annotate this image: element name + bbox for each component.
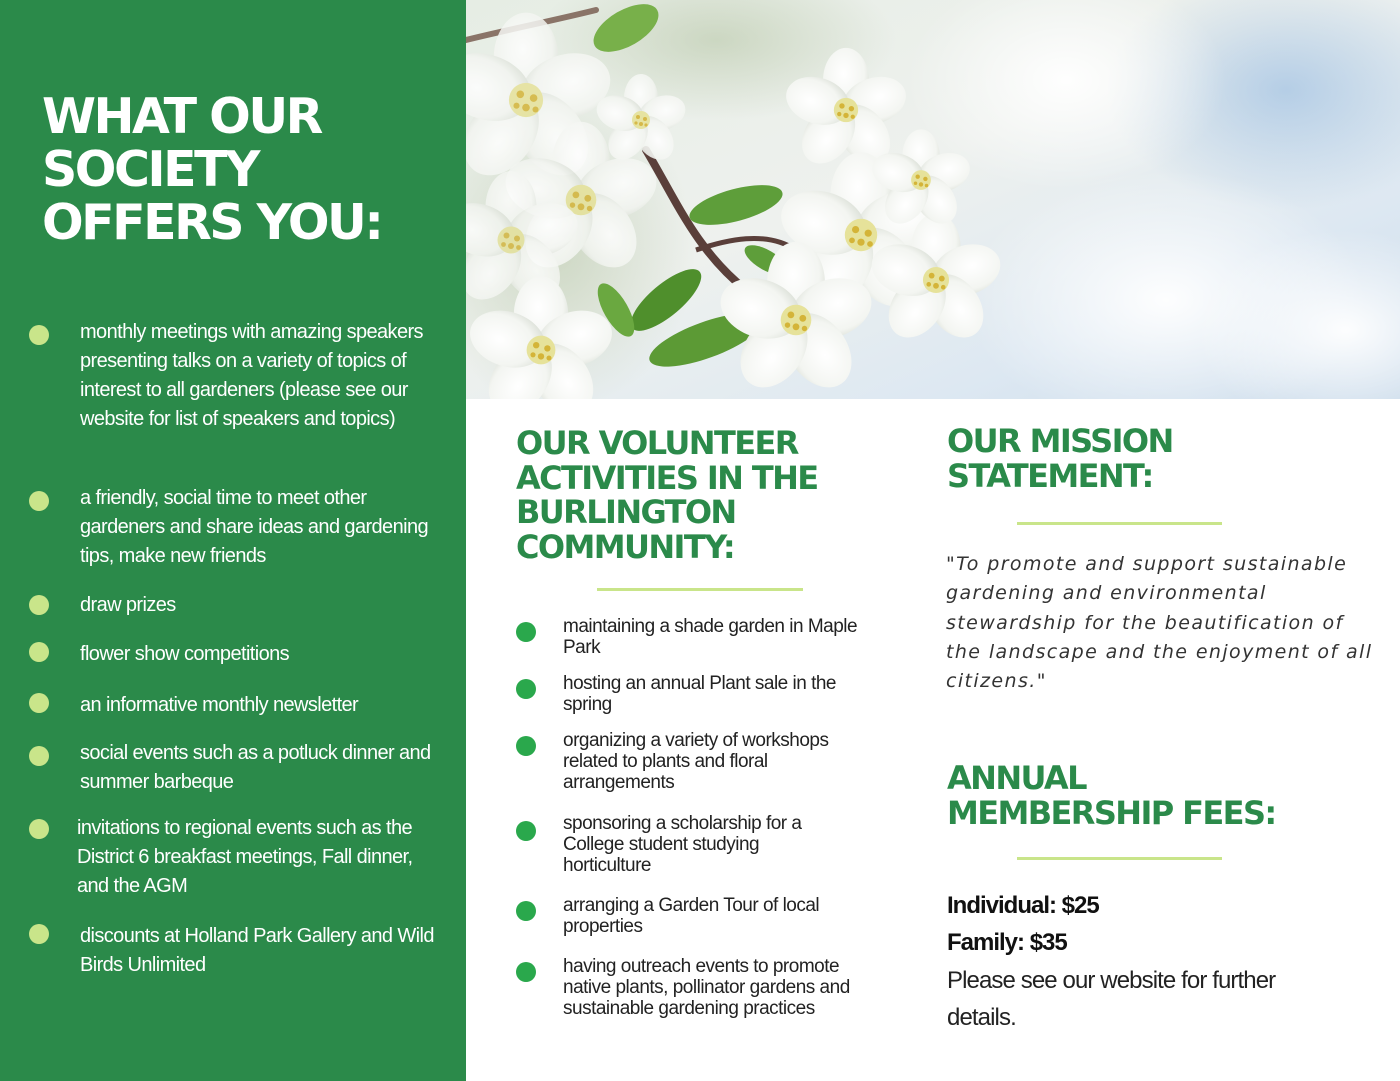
bullet-dot-icon bbox=[29, 819, 49, 839]
bullet-dot-icon bbox=[29, 325, 49, 345]
membership-heading-line: MEMBERSHIP FEES: bbox=[947, 794, 1276, 832]
mission-divider bbox=[1017, 522, 1222, 525]
bullet-dot-icon bbox=[29, 924, 49, 944]
fee-family: Family: $35 bbox=[947, 929, 1067, 956]
bullet-dot-icon bbox=[29, 491, 49, 511]
volunteer-heading-line: OUR VOLUNTEER bbox=[516, 424, 798, 462]
volunteer-divider bbox=[597, 588, 803, 591]
activity-text: maintaining a shade garden in Maple Park bbox=[563, 616, 858, 658]
mission-heading-line: STATEMENT: bbox=[947, 457, 1153, 495]
bullet-dot-icon bbox=[29, 746, 49, 766]
offers-panel bbox=[0, 0, 466, 1081]
volunteer-heading-line: ACTIVITIES IN THE bbox=[516, 458, 818, 497]
blossom-image bbox=[466, 0, 1400, 399]
bullet-dot-icon bbox=[516, 821, 536, 841]
activity-text: organizing a variety of workshops related to plants and floral arrangements bbox=[563, 730, 829, 793]
offer-text: a friendly, social time to meet other gardeners and share ideas and gardening tips, make new friends bbox=[80, 487, 428, 567]
activity-text: sponsoring a scholarship for a College student studying horticulture bbox=[563, 813, 802, 876]
offer-text: an informative monthly newsletter bbox=[80, 694, 359, 716]
membership-divider bbox=[1017, 857, 1222, 860]
bullet-dot-icon bbox=[29, 693, 49, 713]
mission-heading bbox=[947, 424, 1367, 494]
volunteer-heading-line: BURLINGTON bbox=[516, 493, 736, 531]
membership-heading bbox=[947, 761, 1367, 831]
membership-heading-line: ANNUAL bbox=[947, 759, 1086, 797]
membership-note: Please see our website for further details. bbox=[947, 967, 1276, 1031]
mission-statement: "To promote and support sustainable gardening and environmental stewardship for the beautification of the landscape and the enjoyment of all citizens." bbox=[946, 553, 1373, 693]
bullet-dot-icon bbox=[516, 622, 536, 642]
bullet-dot-icon bbox=[516, 679, 536, 699]
bullet-dot-icon bbox=[516, 901, 536, 921]
offers-title-line: OFFERS YOU: bbox=[42, 194, 382, 251]
bullet-dot-icon bbox=[29, 642, 49, 662]
offer-text: invitations to regional events such as the District 6 breakfast meetings, Fall dinner, and the AGM bbox=[77, 817, 413, 897]
fee-individual: Individual: $25 bbox=[947, 892, 1099, 919]
activity-text: arranging a Garden Tour of local properties bbox=[563, 895, 820, 937]
bullet-dot-icon bbox=[516, 962, 536, 982]
offer-text: discounts at Holland Park Gallery and Wild Birds Unlimited bbox=[80, 925, 434, 976]
volunteer-heading-line: COMMUNITY: bbox=[516, 527, 735, 566]
offer-text: social events such as a potluck dinner and summer barbeque bbox=[80, 742, 431, 793]
offer-text: draw prizes bbox=[80, 594, 176, 616]
blossom-photo bbox=[466, 0, 1400, 399]
bullet-dot-icon bbox=[516, 736, 536, 756]
offers-title-line: SOCIETY bbox=[42, 141, 259, 198]
offer-text: monthly meetings with amazing speakers presenting talks on a variety of topics of interest to all gardeners (please see our website for list of speakers and topics) bbox=[80, 321, 423, 430]
activity-text: having outreach events to promote native plants, pollinator gardens and sustainable gardening practices bbox=[563, 956, 850, 1019]
offer-text: flower show competitions bbox=[80, 643, 290, 665]
activity-text: hosting an annual Plant sale in the spring bbox=[563, 673, 836, 715]
offers-title bbox=[42, 90, 442, 249]
volunteer-heading bbox=[516, 426, 876, 564]
offers-title-line: WHAT OUR bbox=[42, 88, 321, 145]
mission-heading-line: OUR MISSION bbox=[947, 422, 1173, 460]
bullet-dot-icon bbox=[29, 595, 49, 615]
